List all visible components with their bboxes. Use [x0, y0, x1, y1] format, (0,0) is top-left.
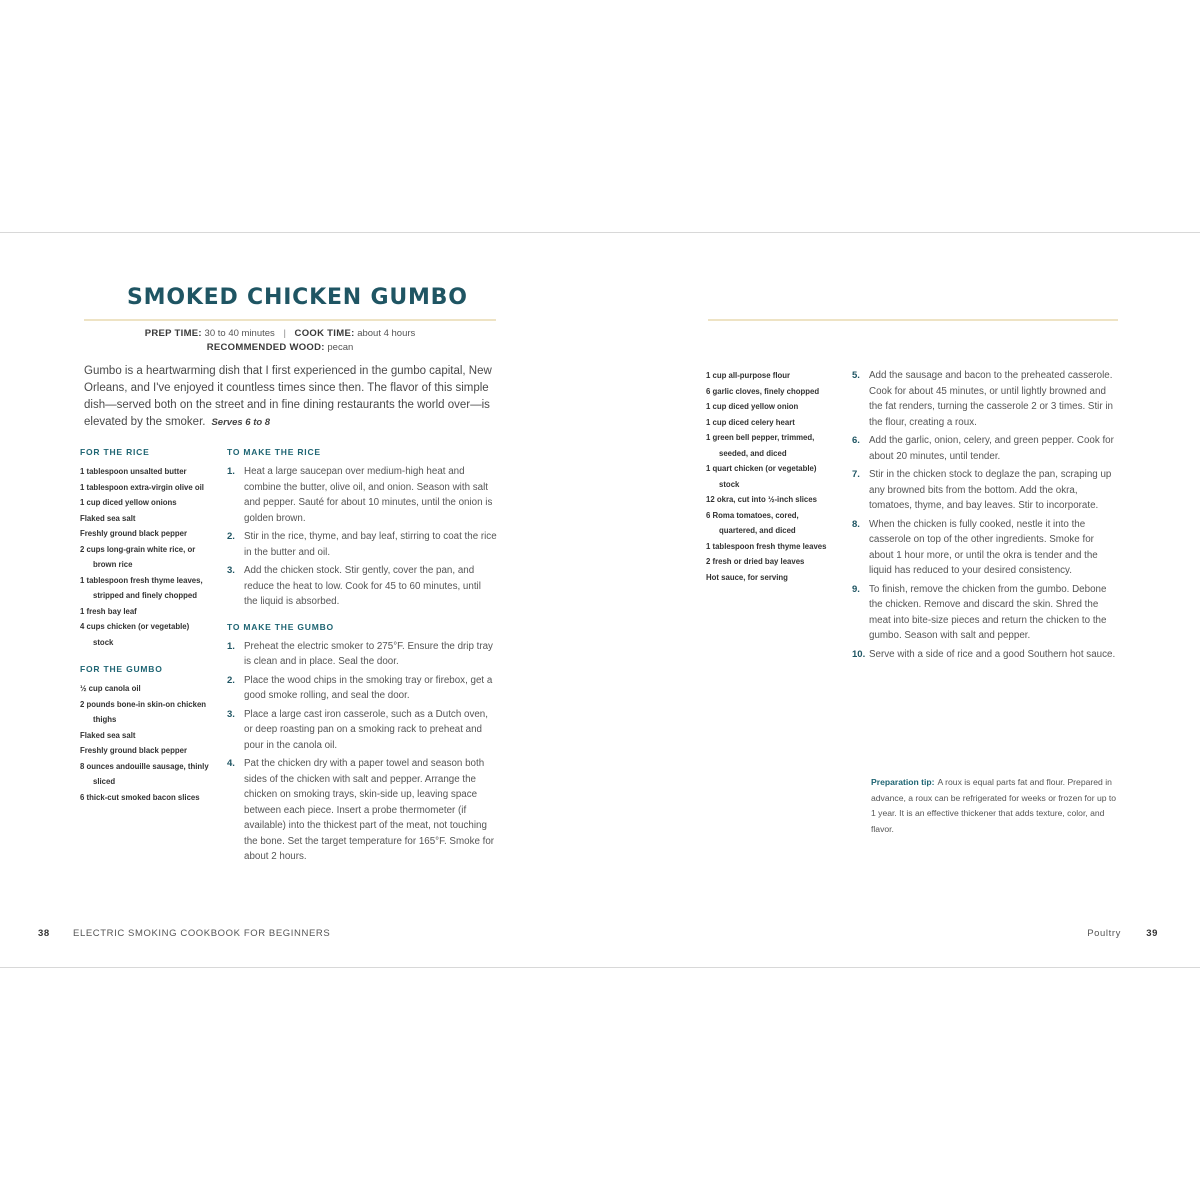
- ingredient-item: 1 cup diced celery heart: [706, 417, 795, 427]
- ingredient-item: 6 Roma tomatoes, cored, quartered, and diced: [706, 510, 799, 535]
- left-steps-column: [227, 447, 497, 868]
- step-text: Serve with a side of rice and a good Southern hot sauce.: [869, 648, 1116, 660]
- ingredient-item: 2 pounds bone-in skin-on chicken thighs: [80, 699, 207, 724]
- recipe-meta: [120, 327, 440, 355]
- step-item: [227, 464, 497, 526]
- rice-ingredient-list: [80, 464, 210, 650]
- ingredient-item: 1 cup all-purpose flour: [706, 371, 791, 380]
- tip-label: Preparation tip:: [871, 777, 935, 787]
- ingredient-item: Freshly ground black pepper: [80, 746, 188, 755]
- step-number: 5.: [852, 370, 860, 381]
- ingredient-item: 1 tablespoon extra-virgin olive oil: [80, 482, 204, 492]
- step-number: 1.: [227, 640, 235, 652]
- ingredient-item: 1 green bell pepper, trimmed, seeded, and diced: [706, 433, 815, 458]
- ingredient-item: 6 thick-cut smoked bacon slices: [80, 792, 200, 802]
- step-text: To finish, remove the chicken from the gumbo. Debone the chicken. Remove and discard the skin. Shred the meat into bite-size pieces and return the chicken to the gumbo. Season with salt and pepper.: [869, 583, 1107, 641]
- rice-steps: [227, 464, 497, 610]
- right-footer: [1087, 928, 1158, 939]
- step-number: 1.: [227, 466, 235, 477]
- recipe-title: SMOKED CHICKEN GUMBO: [127, 285, 468, 310]
- step-text: Stir in the chicken stock to deglaze the pan, scraping up any browned bits from the bottom. Add the okra, tomatoes, thyme, and bay leaves. Stir to incorporate.: [869, 469, 1112, 511]
- ingredient-item: 6 garlic cloves, finely chopped: [706, 386, 820, 396]
- gumbo-ingredients-heading: FOR THE GUMBO: [80, 664, 163, 674]
- step-item: [852, 582, 1118, 644]
- recipe-intro: [84, 363, 496, 431]
- step-text: Place the wood chips in the smoking tray or firebox, get a good smoke rolling, and seal the door.: [244, 674, 493, 701]
- ingredient-item: 1 tablespoon fresh thyme leaves: [706, 541, 827, 551]
- running-title: ELECTRIC SMOKING COOKBOOK FOR BEGINNERS: [73, 928, 331, 939]
- continued-gumbo-steps: [852, 368, 1118, 662]
- ingredient-item: Hot sauce, for serving: [706, 572, 788, 582]
- step-number: 4.: [227, 758, 235, 769]
- ingredient-item: 2 fresh or dried bay leaves: [706, 557, 805, 566]
- book-spread: [0, 232, 1200, 968]
- left-ingredients-column: [80, 447, 210, 805]
- prep-time-label: PREP TIME:: [144, 328, 202, 339]
- step-text: Preheat the electric smoker to 275°F. Ensure the drip tray is clean and in place. Seal the door.: [244, 640, 493, 667]
- step-text: Add the garlic, onion, celery, and green pepper. Cook for about 20 minutes, until tender.: [869, 435, 1114, 462]
- step-text: Add the chicken stock. Stir gently, cover the pan, and reduce the heat to low. Cook for 45 to 60 minutes, until the liquid is absorbed.: [244, 565, 481, 607]
- tip-text: A roux is equal parts fat and flour. Prepared in advance, a roux can be refrigerated for weeks or frozen for up to 1 year. It is an effective thickener that adds texture, color, and flavor.: [871, 777, 1117, 834]
- step-number: 9.: [852, 583, 860, 595]
- ingredient-item: 1 tablespoon unsalted butter: [80, 467, 187, 476]
- step-item: [227, 529, 497, 560]
- ingredient-item: 12 okra, cut into ½-inch slices: [706, 495, 817, 504]
- step-item: [227, 707, 497, 754]
- wood-label: RECOMMENDED WOOD:: [206, 342, 325, 353]
- ingredient-item: 8 ounces andouille sausage, thinly sliced: [80, 761, 209, 786]
- step-text: Stir in the rice, thyme, and bay leaf, stirring to coat the rice in the butter and oil.: [244, 531, 497, 558]
- left-page-number: 38: [38, 928, 50, 939]
- cook-time-value: about 4 hours: [357, 328, 416, 339]
- step-text: Place a large cast iron casserole, such as a Dutch oven, or deep roasting pan on a smoking rack to preheat and pour in the canola oil.: [244, 708, 488, 751]
- intro-text: Gumbo is a heartwarming dish that I first experienced in the gumbo capital, New Orleans, and I've enjoyed it countless times since then. The flavor of this simple dish—served both on the street and in fine dining restaurants the world over—is elevated by the smoker.: [84, 365, 492, 428]
- step-number: 3.: [227, 708, 235, 720]
- ingredient-item: 1 fresh bay leaf: [80, 606, 137, 616]
- step-item: [852, 517, 1118, 579]
- step-number: 8.: [852, 518, 860, 530]
- cook-time-label: COOK TIME:: [294, 328, 355, 339]
- step-text: Heat a large saucepan over medium-high heat and combine the butter, olive oil, and onion. Season with salt and pepper. Sauté for about 10 minutes, until the onion is golden brown.: [244, 466, 493, 524]
- serves-text: Serves 6 to 8: [211, 417, 271, 428]
- step-item: [227, 639, 497, 670]
- left-footer: [38, 928, 330, 939]
- right-page-number: 39: [1146, 928, 1158, 939]
- step-number: 3.: [227, 565, 235, 576]
- step-item: [852, 647, 1118, 663]
- ingredient-item: 4 cups chicken (or vegetable) stock: [80, 622, 190, 647]
- ingredient-item: Freshly ground black pepper: [80, 529, 188, 538]
- title-rule-left: [84, 319, 496, 321]
- rice-ingredients-heading: FOR THE RICE: [80, 447, 150, 457]
- step-text: Pat the chicken dry with a paper towel and season both sides of the chicken with salt and pepper. Arrange the chicken on smoking trays, skin-side up, leaving space between each piece. Insert a probe thermometer (if available) into the thickest part of the meat, not touching the bone. Set the target temperature for 165°F. Smoke for about 2 hours.: [244, 758, 495, 862]
- ingredient-item: 1 quart chicken (or vegetable) stock: [706, 464, 817, 489]
- prep-time-value: 30 to 40 minutes: [204, 328, 275, 339]
- ingredient-item: 1 cup diced yellow onion: [706, 402, 799, 411]
- make-rice-heading: TO MAKE THE RICE: [227, 447, 321, 457]
- step-text: Add the sausage and bacon to the preheated casserole. Cook for about 45 minutes, or until lightly browned and the fat renders, turning the casserole 2 or 3 times. Stir in the flour, creating a roux.: [869, 370, 1113, 428]
- ingredient-item: Flaked sea salt: [80, 513, 136, 523]
- step-item: [852, 368, 1118, 430]
- gumbo-steps: [227, 639, 497, 865]
- gumbo-ingredient-list: [80, 681, 210, 805]
- right-steps-column: [852, 368, 1118, 665]
- step-number: 2.: [227, 674, 235, 686]
- step-number: 10.: [852, 648, 866, 660]
- step-item: [852, 467, 1118, 514]
- step-item: [227, 563, 497, 610]
- ingredient-item: 2 cups long-grain white rice, or brown rice: [80, 544, 196, 569]
- right-ingredient-list: [706, 368, 836, 585]
- section-name: Poultry: [1087, 928, 1121, 939]
- step-number: 7.: [852, 469, 860, 480]
- wood-value: pecan: [327, 342, 354, 353]
- step-number: 6.: [852, 435, 860, 446]
- step-item: [227, 673, 497, 704]
- step-item: [852, 433, 1118, 464]
- step-text: When the chicken is fully cooked, nestle it into the casserole on top of the other ingredients. Smoke for about 1 hour more, or until the okra is tender and the liquid has reduced to your desired consistency.: [869, 518, 1098, 576]
- ingredient-item: 1 tablespoon fresh thyme leaves, stripped and finely chopped: [80, 575, 203, 600]
- preparation-tip: [871, 775, 1123, 837]
- step-number: 2.: [227, 531, 235, 542]
- ingredient-item: 1 cup diced yellow onions: [80, 498, 177, 507]
- meta-separator: |: [283, 328, 286, 339]
- ingredient-item: ½ cup canola oil: [80, 684, 141, 693]
- step-item: [227, 756, 497, 865]
- title-rule-right: [708, 319, 1118, 321]
- right-ingredients-column: [706, 368, 836, 585]
- make-gumbo-heading: TO MAKE THE GUMBO: [227, 621, 334, 632]
- ingredient-item: Flaked sea salt: [80, 730, 136, 740]
